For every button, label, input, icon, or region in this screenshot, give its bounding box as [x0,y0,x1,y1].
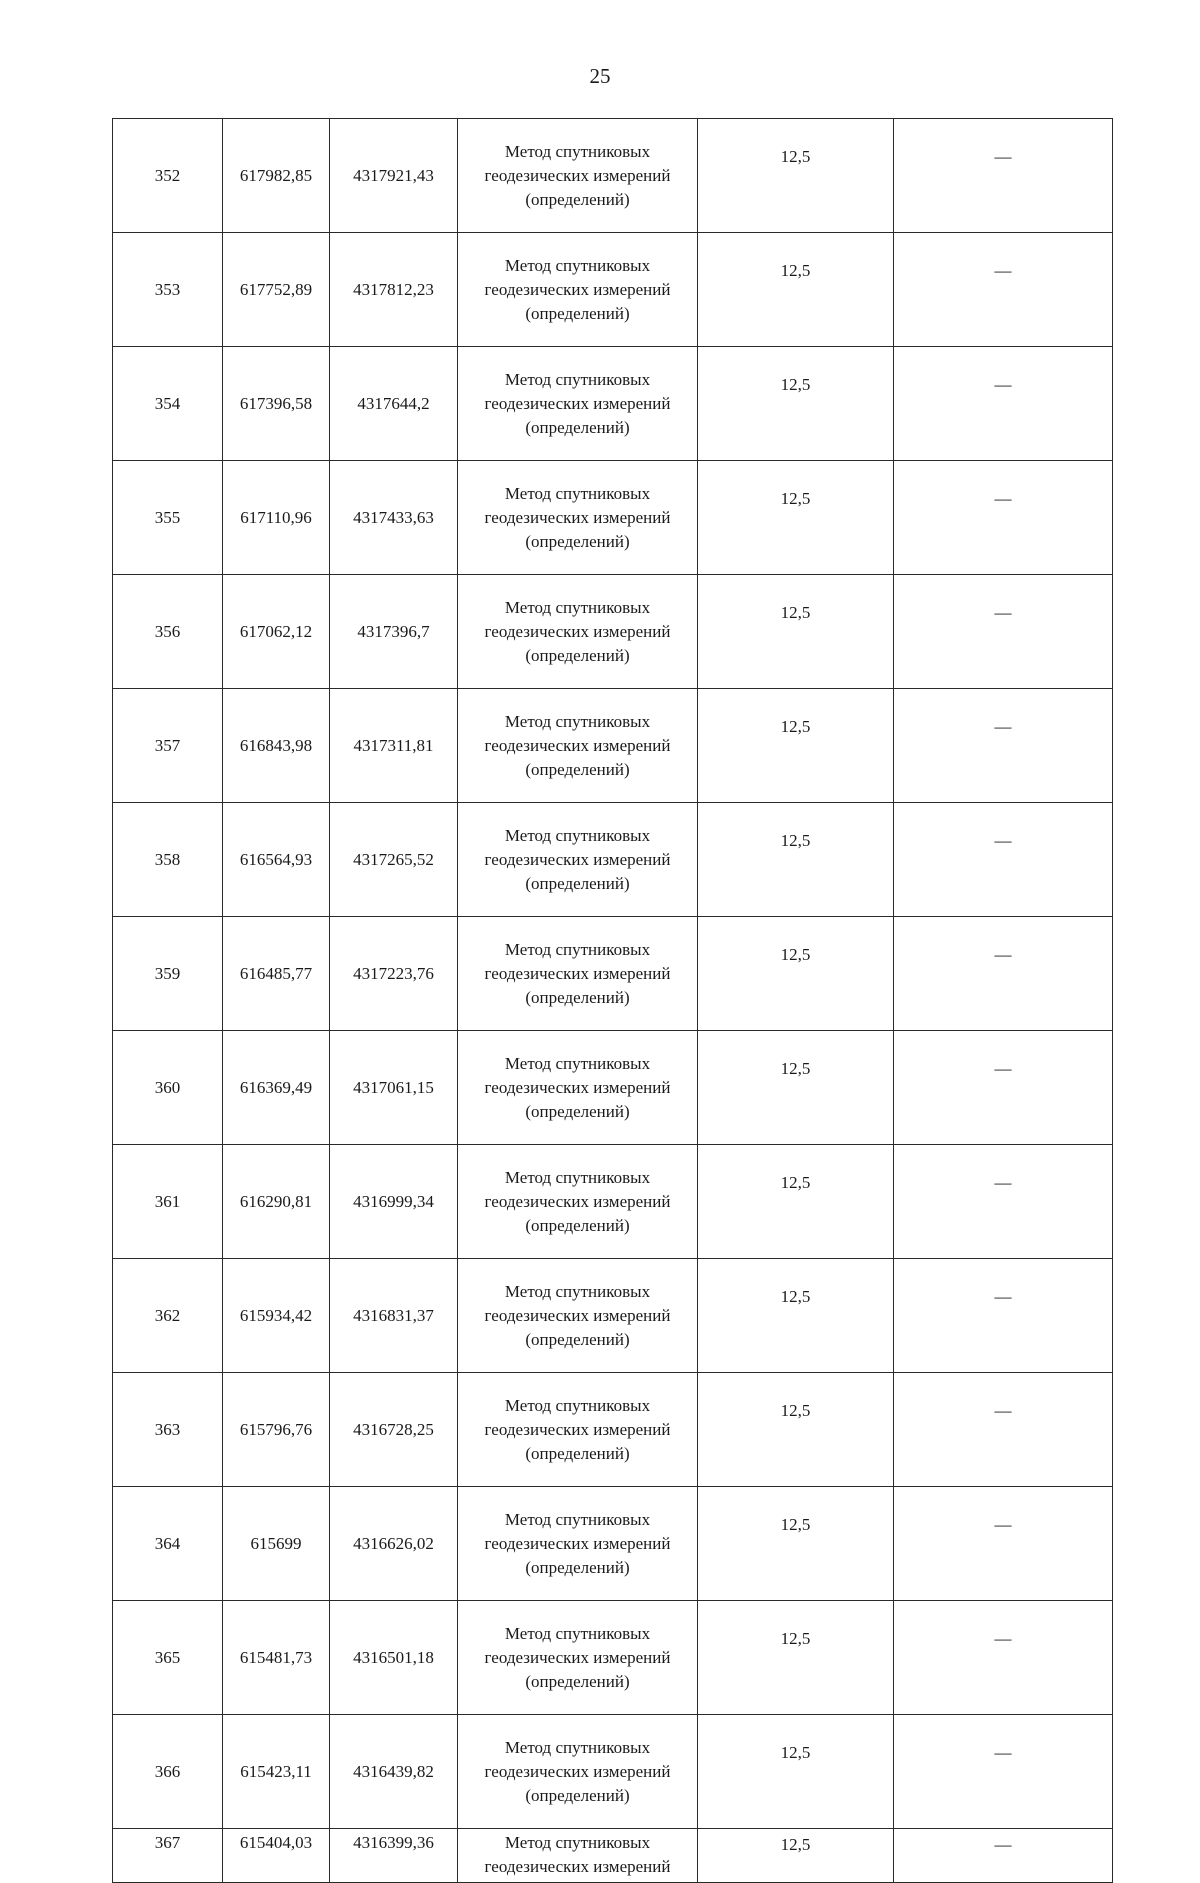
method-line: геодезических измерений [484,1191,671,1211]
table-row [113,803,1113,917]
table-row [113,1145,1113,1259]
note-cell: — [894,1601,1113,1715]
y-coordinate-cell: 4316999,34 [330,1145,458,1259]
accuracy-cell: 12,5 [698,1601,894,1715]
accuracy-cell: 12,5 [698,1259,894,1373]
method-cell [458,1715,698,1829]
method-cell [458,461,698,575]
note-cell: — [894,1829,1113,1883]
method-line: геодезических измерений [484,1761,671,1781]
accuracy-cell: 12,5 [698,233,894,347]
note-cell: — [894,461,1113,575]
y-coordinate-cell: 4317396,7 [330,575,458,689]
method-line: (определений) [525,1557,630,1577]
method-line: геодезических измерений [484,279,671,299]
x-coordinate-cell: 617752,89 [223,233,330,347]
method-cell [458,1601,698,1715]
method-line: (определений) [525,189,630,209]
method-line: Метод спутниковых [504,1833,651,1852]
x-coordinate-cell: 617396,58 [223,347,330,461]
y-coordinate-cell: 4316626,02 [330,1487,458,1601]
method-cell [458,1031,698,1145]
method-cell [458,1259,698,1373]
x-coordinate-cell: 616369,49 [223,1031,330,1145]
x-coordinate-cell: 615404,03 [223,1829,330,1883]
method-line: Метод спутниковых [504,141,651,161]
x-coordinate-cell: 617982,85 [223,119,330,233]
x-coordinate-cell: 616843,98 [223,689,330,803]
y-coordinate-cell: 4317812,23 [330,233,458,347]
accuracy-cell: 12,5 [698,119,894,233]
x-coordinate-cell: 615934,42 [223,1259,330,1373]
method-line: Метод спутниковых [504,939,651,959]
point-number-cell: 360 [113,1031,223,1145]
note-cell: — [894,233,1113,347]
method-cell [458,1829,698,1883]
method-cell [458,233,698,347]
point-number-cell: 362 [113,1259,223,1373]
method-line: геодезических измерений [484,849,671,869]
accuracy-cell: 12,5 [698,1487,894,1601]
method-line: Метод спутниковых [504,255,651,275]
method-line: Метод спутниковых [504,825,651,845]
method-line: Метод спутниковых [504,1623,651,1643]
note-cell: — [894,1259,1113,1373]
y-coordinate-cell: 4316439,82 [330,1715,458,1829]
method-cell [458,917,698,1031]
method-line: (определений) [525,759,630,779]
y-coordinate-cell: 4317433,63 [330,461,458,575]
note-cell: — [894,575,1113,689]
method-line: геодезических измерений [484,1647,671,1667]
table-row [113,233,1113,347]
point-number-cell: 355 [113,461,223,575]
table-row [113,119,1113,233]
accuracy-cell: 12,5 [698,1145,894,1259]
method-line: Метод спутниковых [504,1167,651,1187]
note-cell: — [894,1487,1113,1601]
accuracy-cell: 12,5 [698,575,894,689]
x-coordinate-cell: 615796,76 [223,1373,330,1487]
table-body [113,119,1113,1883]
point-number-cell: 358 [113,803,223,917]
y-coordinate-cell: 4316399,36 [330,1829,458,1883]
note-cell: — [894,347,1113,461]
method-cell [458,1145,698,1259]
x-coordinate-cell: 616564,93 [223,803,330,917]
method-line: (определений) [525,1329,630,1349]
method-line: геодезических измерений [484,735,671,755]
method-cell [458,347,698,461]
method-line: (определений) [525,1785,630,1805]
table-row [113,347,1113,461]
method-line: (определений) [525,1671,630,1691]
method-line: (определений) [525,873,630,893]
y-coordinate-cell: 4316501,18 [330,1601,458,1715]
accuracy-cell: 12,5 [698,917,894,1031]
method-line: (определений) [525,531,630,551]
method-line: Метод спутниковых [504,711,651,731]
note-cell: — [894,1373,1113,1487]
method-line: Метод спутниковых [504,1395,651,1415]
point-number-cell: 361 [113,1145,223,1259]
point-number-cell: 365 [113,1601,223,1715]
note-cell: — [894,689,1113,803]
method-cell [458,1487,698,1601]
method-line: (определений) [525,1215,630,1235]
y-coordinate-cell: 4317311,81 [330,689,458,803]
method-line: геодезических измерений [484,621,671,641]
y-coordinate-cell: 4317644,2 [330,347,458,461]
method-cell [458,1373,698,1487]
method-cell [458,575,698,689]
accuracy-cell: 12,5 [698,347,894,461]
method-line: Метод спутниковых [504,1509,651,1529]
point-number-cell: 353 [113,233,223,347]
x-coordinate-cell: 617110,96 [223,461,330,575]
y-coordinate-cell: 4317061,15 [330,1031,458,1145]
method-line: (определений) [525,1101,630,1121]
accuracy-cell: 12,5 [698,1829,894,1883]
table-row [113,575,1113,689]
accuracy-cell: 12,5 [698,461,894,575]
method-line: геодезических измерений [484,1305,671,1325]
method-cell [458,119,698,233]
accuracy-cell: 12,5 [698,1715,894,1829]
method-line: геодезических измерений [484,165,671,185]
x-coordinate-cell: 616290,81 [223,1145,330,1259]
table-row [113,1601,1113,1715]
method-line: геодезических измерений [484,1077,671,1097]
method-line: (определений) [525,645,630,665]
x-coordinate-cell: 615481,73 [223,1601,330,1715]
table-row [113,917,1113,1031]
table-row [113,1715,1113,1829]
method-cell [458,803,698,917]
x-coordinate-cell: 615699 [223,1487,330,1601]
table-row [113,689,1113,803]
accuracy-cell: 12,5 [698,1031,894,1145]
accuracy-cell: 12,5 [698,689,894,803]
table-row [113,1259,1113,1373]
method-line: геодезических измерений [484,963,671,983]
note-cell: — [894,1031,1113,1145]
y-coordinate-cell: 4317265,52 [330,803,458,917]
table-row [113,1373,1113,1487]
method-line: геодезических измерений [484,1533,671,1553]
method-line: геодезических измерений [484,507,671,527]
point-number-cell: 352 [113,119,223,233]
method-line: геодезических измерений [484,1419,671,1439]
method-line: Метод спутниковых [504,483,651,503]
method-line: Метод спутниковых [504,1053,651,1073]
accuracy-cell: 12,5 [698,803,894,917]
y-coordinate-cell: 4317223,76 [330,917,458,1031]
method-line: геодезических измерений [484,393,671,413]
table-row [113,1829,1113,1883]
point-number-cell: 366 [113,1715,223,1829]
point-number-cell: 364 [113,1487,223,1601]
page-number: 25 [589,64,611,88]
method-line: Метод спутниковых [504,1281,651,1301]
method-line: (определений) [525,987,630,1007]
x-coordinate-cell: 616485,77 [223,917,330,1031]
method-line: (определений) [525,303,630,323]
y-coordinate-cell: 4317921,43 [330,119,458,233]
coordinates-table [112,118,1113,1883]
method-line: (определений) [525,1443,630,1463]
table-row [113,461,1113,575]
note-cell: — [894,803,1113,917]
x-coordinate-cell: 615423,11 [223,1715,330,1829]
note-cell: — [894,917,1113,1031]
point-number-cell: 357 [113,689,223,803]
point-number-cell: 363 [113,1373,223,1487]
method-line: Метод спутниковых [504,369,651,389]
method-line: (определений) [525,417,630,437]
table-row [113,1031,1113,1145]
method-line: геодезических измерений [484,1857,671,1876]
method-line: Метод спутниковых [504,597,651,617]
table-row [113,1487,1113,1601]
y-coordinate-cell: 4316831,37 [330,1259,458,1373]
note-cell: — [894,1715,1113,1829]
method-line: Метод спутниковых [504,1737,651,1757]
point-number-cell: 359 [113,917,223,1031]
accuracy-cell: 12,5 [698,1373,894,1487]
note-cell: — [894,1145,1113,1259]
y-coordinate-cell: 4316728,25 [330,1373,458,1487]
point-number-cell: 356 [113,575,223,689]
point-number-cell: 367 [113,1829,223,1883]
note-cell: — [894,119,1113,233]
method-cell [458,689,698,803]
point-number-cell: 354 [113,347,223,461]
x-coordinate-cell: 617062,12 [223,575,330,689]
